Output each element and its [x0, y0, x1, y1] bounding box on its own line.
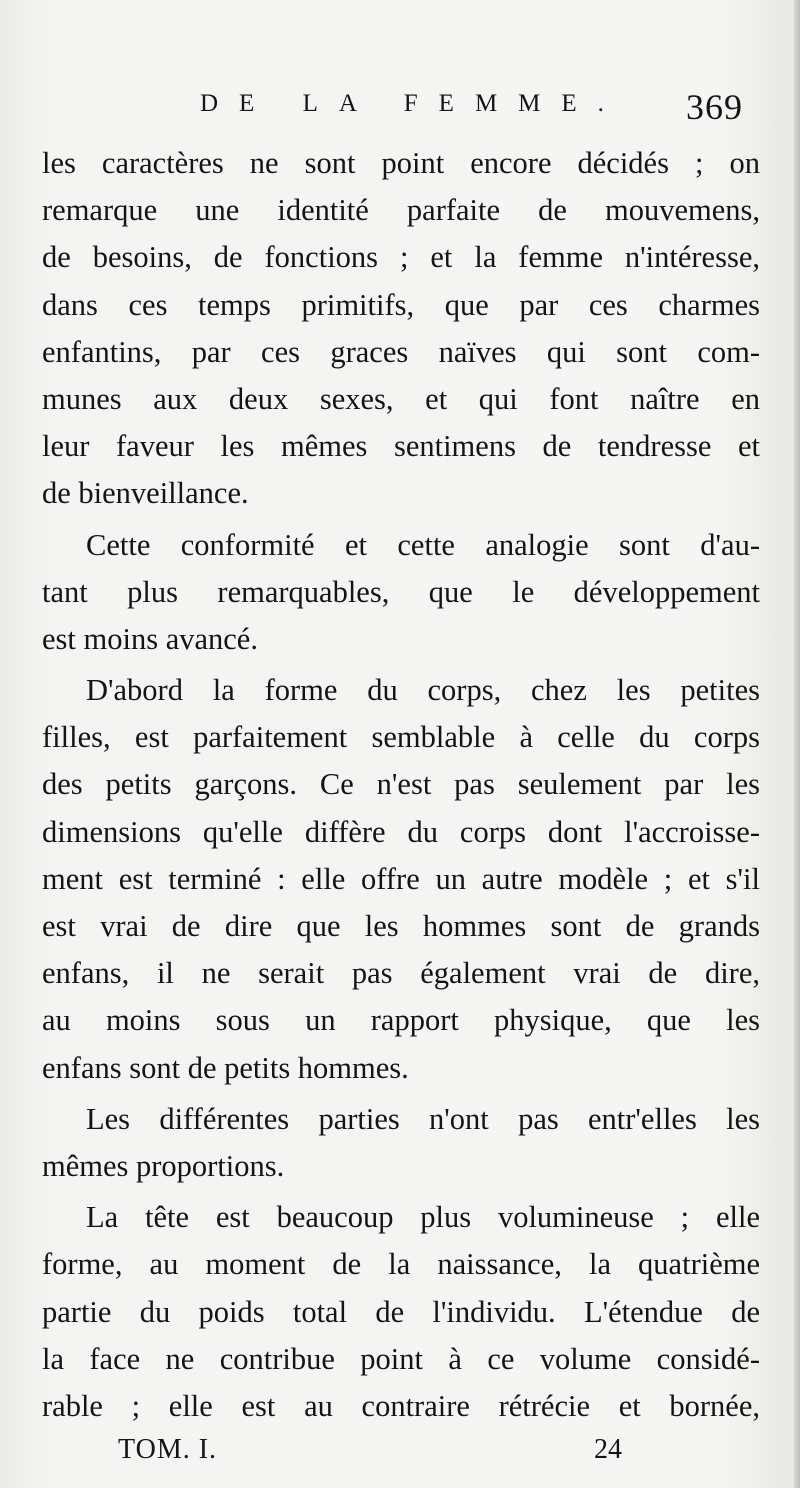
text-line: enfans, il ne serait pas également vrai de dire, [42, 956, 760, 991]
text-line: mêmes proportions. [42, 1148, 285, 1183]
page-number: 369 [686, 87, 743, 127]
text-line: munes aux deux sexes, et qui font naître en [42, 381, 760, 416]
text-line: leur faveur les mêmes sentimens de tendresse et [42, 429, 760, 464]
text-line: tant plus remarquables, que le développement [42, 574, 760, 609]
text-line: est moins avancé. [42, 621, 258, 656]
text-line: enfantins, par ces graces naïves qui sont com- [42, 334, 760, 369]
text-line: Cette conformité et cette analogie sont d'au- [86, 527, 760, 562]
text-line: La tête est beaucoup plus volumineuse ; elle [86, 1200, 760, 1235]
body-text [42, 140, 760, 1430]
text-line: les caractères ne sont point encore décidés ; on [42, 146, 760, 180]
text-line: enfans sont de petits hommes. [42, 1050, 409, 1085]
text-line: dimensions qu'elle diffère du corps dont l'accroisse- [42, 814, 760, 849]
text-line: rable ; elle est au contraire rétrécie et bornée, [42, 1388, 760, 1423]
text-line: de besoins, de fonctions ; et la femme n'intéresse, [42, 240, 760, 275]
text-line: de bienveillance. [42, 476, 249, 511]
text-line: des petits garçons. Ce n'est pas seulement par les [42, 767, 760, 802]
text-line: la face ne contribue point à ce volume considé- [42, 1341, 760, 1376]
text-line: est vrai de dire que les hommes sont de grands [42, 909, 760, 943]
text-line: Les différentes parties n'ont pas entr'elles les [86, 1101, 760, 1136]
text-line: D'abord la forme du corps, chez les petites [86, 673, 760, 708]
text-line: filles, est parfaitement semblable à celle du corps [42, 720, 760, 755]
page-edge-shadow [794, 0, 800, 1488]
volume-mark: TOM. I. [118, 1434, 218, 1465]
text-line: au moins sous un rapport physique, que les [42, 1003, 760, 1038]
text-line: remarque une identité parfaite de mouvemens, [42, 193, 760, 228]
text-line: partie du poids total de l'individu. L'étendue de [42, 1294, 760, 1329]
text-line: dans ces temps primitifs, que par ces charmes [42, 287, 760, 322]
text-line: ment est terminé : elle offre un autre modèle ; et s'il [42, 861, 760, 896]
signature-mark: 24 [594, 1434, 622, 1465]
text-line: forme, au moment de la naissance, la quatrième [42, 1247, 760, 1282]
running-head: DE LA FEMME. [200, 90, 625, 117]
